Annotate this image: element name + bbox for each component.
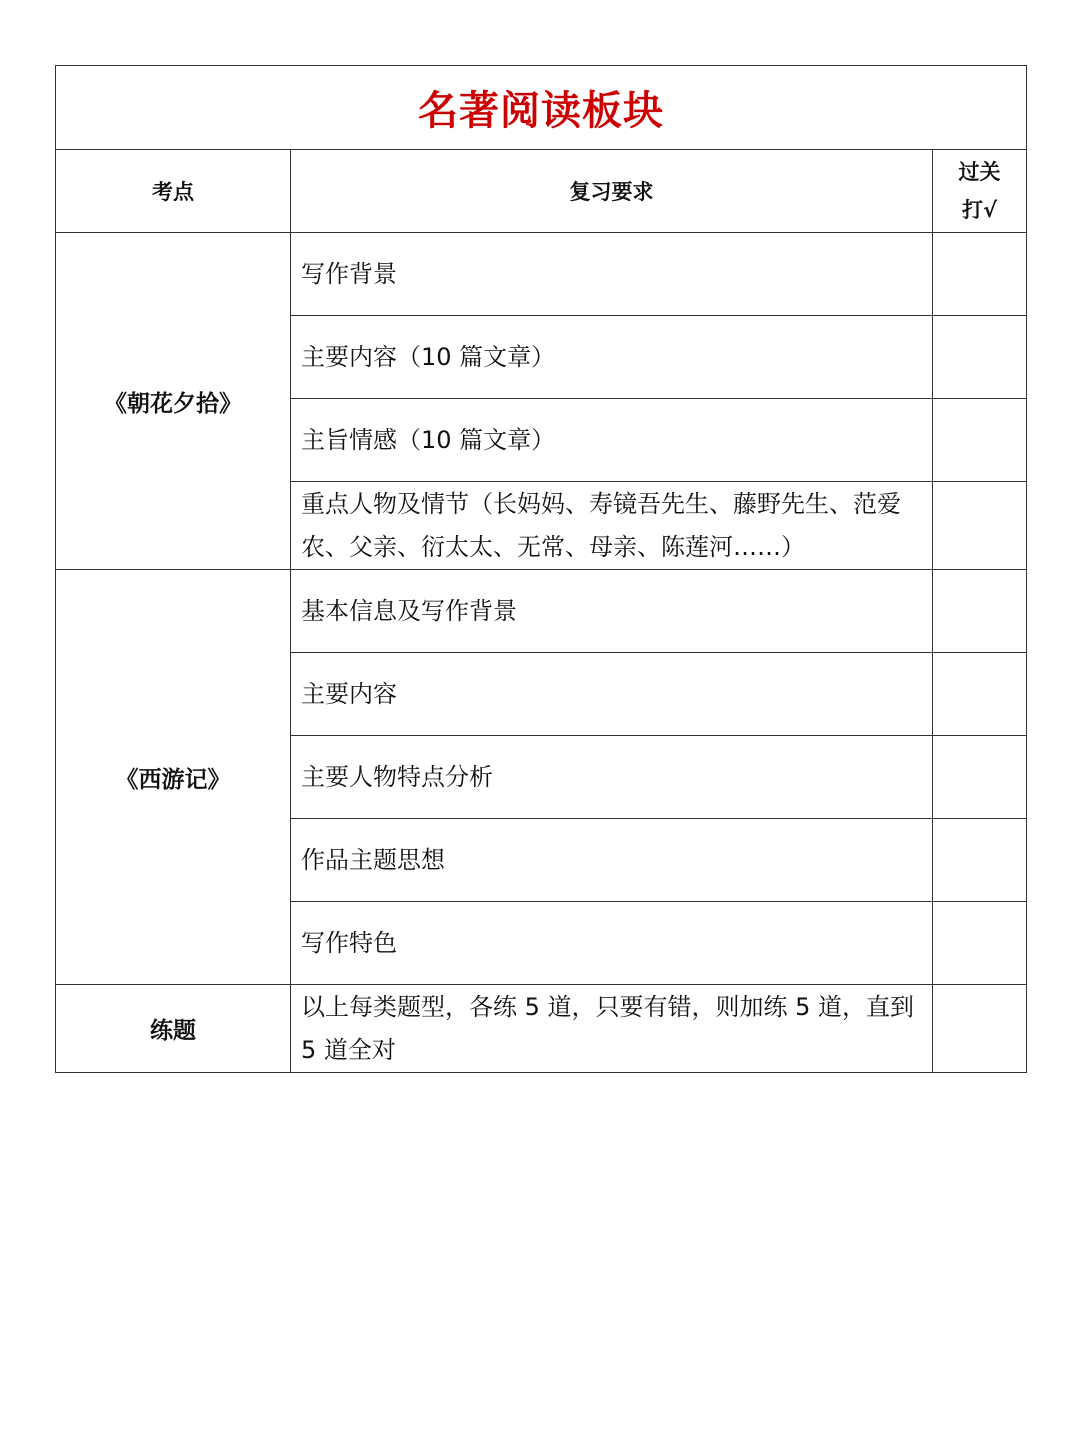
requirement-cell: 作品主题思想 [291, 819, 933, 902]
pass-checkbox-cell[interactable] [933, 819, 1027, 902]
header-row [56, 150, 1027, 233]
header-pass [933, 150, 1027, 233]
pass-checkbox-cell[interactable] [933, 653, 1027, 736]
requirement-cell: 基本信息及写作背景 [291, 570, 933, 653]
requirement-cell: 重点人物及情节（长妈妈、寿镜吾先生、藤野先生、范爱农、父亲、衍太太、无常、母亲、陈莲河……） [291, 482, 933, 570]
topic-cell-xiyouji: 《西游记》 [56, 570, 291, 985]
pass-checkbox-cell[interactable] [933, 736, 1027, 819]
pass-checkbox-cell[interactable] [933, 570, 1027, 653]
pass-checkbox-cell[interactable] [933, 233, 1027, 316]
header-requirement: 复习要求 [291, 150, 933, 233]
page-title: 名著阅读板块 [56, 66, 1027, 150]
pass-checkbox-cell[interactable] [933, 316, 1027, 399]
requirement-cell: 主要人物特点分析 [291, 736, 933, 819]
title-row [56, 66, 1027, 150]
header-pass-line2: 打√ [962, 198, 998, 222]
pass-checkbox-cell[interactable] [933, 902, 1027, 985]
header-pass-line1: 过关 [958, 160, 1001, 184]
pass-checkbox-cell[interactable] [933, 985, 1027, 1073]
header-topic: 考点 [56, 150, 291, 233]
requirement-cell: 主旨情感（10 篇文章） [291, 399, 933, 482]
topic-cell-practice: 练题 [56, 985, 291, 1073]
requirement-cell: 主要内容 [291, 653, 933, 736]
requirement-cell: 写作特色 [291, 902, 933, 985]
topic-cell-zhaohuaxishi: 《朝花夕拾》 [56, 233, 291, 570]
pass-checkbox-cell[interactable] [933, 482, 1027, 570]
requirement-cell: 写作背景 [291, 233, 933, 316]
table-row [56, 233, 1027, 316]
pass-checkbox-cell[interactable] [933, 399, 1027, 482]
table-row [56, 570, 1027, 653]
table-row [56, 985, 1027, 1073]
review-table [55, 65, 1027, 1073]
requirement-cell: 主要内容（10 篇文章） [291, 316, 933, 399]
requirement-cell: 以上每类题型，各练 5 道，只要有错，则加练 5 道，直到 5 道全对 [291, 985, 933, 1073]
